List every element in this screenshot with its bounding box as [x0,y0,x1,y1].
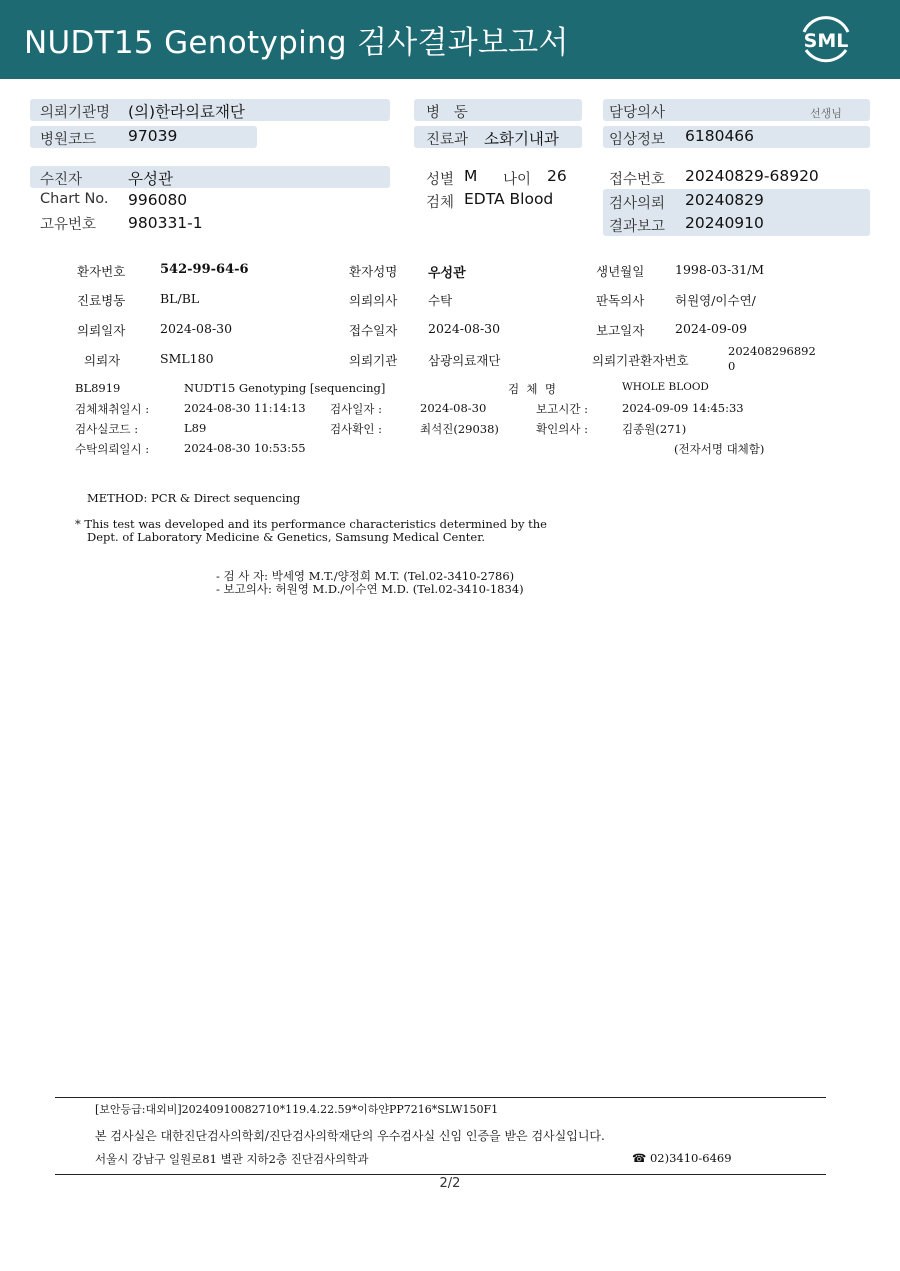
test-specimen: WHOLE BLOOD [622,381,709,393]
requester-label: 의뢰자 [84,353,121,368]
report-time: 2024-09-09 14:45:33 [622,401,744,415]
footer-rule-top [55,1097,826,1098]
code-label: 병원코드 [40,132,97,148]
report-header [0,0,900,79]
pt-no-label: 환자번호 [77,264,126,279]
doctor-suffix: 선생님 [810,107,842,120]
clinical-value: 6180466 [685,127,755,145]
requester: SML180 [160,351,214,366]
address-line: 서울시 강남구 일원로81 별관 지하2층 진단검사의학과 [95,1152,369,1166]
sex-label: 성별 [426,172,455,188]
req-doc: 수탁 [428,293,453,308]
test-code: BL8919 [75,381,121,395]
doctor-label: 담당의사 [609,105,666,121]
footer-rule-bottom [55,1174,826,1175]
staff-line-1: - 검 사 자: 박세영 M.T./양정희 M.T. (Tel.02-3410-2786) [216,569,515,583]
result-label: 결과보고 [609,219,666,235]
collect: 2024-08-30 11:14:13 [184,401,306,415]
logo-text: SML [803,30,849,52]
sml-logo [796,10,856,68]
request-value: 20240829 [685,191,764,209]
specimen-value: EDTA Blood [464,190,554,208]
consign: 2024-08-30 10:53:55 [184,441,306,455]
inst-pt-no-label: 의뢰기관환자번호 [592,353,689,368]
dob-label: 생년월일 [596,264,645,279]
confirm-label: 검사확인 : [330,422,382,436]
ward-label: 병 동 [426,105,468,121]
request-label: 검사의뢰 [609,196,666,212]
inst-label: 의뢰기관명 [40,105,111,121]
age-label: 나이 [503,172,532,188]
patient-value: 우성관 [128,170,173,188]
age-value: 26 [547,167,567,185]
test-name: NUDT15 Genotyping [sequencing] [184,381,386,395]
specimen-label: 검체 [426,195,455,211]
uid-value: 980331-1 [128,214,203,232]
req-inst: 삼광의료재단 [428,353,501,368]
note-line-1: * This test was developed and its performance characteristics determined by the [75,517,547,531]
method-line: METHOD: PCR & Direct sequencing [87,491,301,505]
test-date: 2024-08-30 [420,401,487,415]
patient-label: 수진자 [40,172,83,188]
receipt-label: 접수번호 [609,172,666,188]
band-patient [30,166,390,188]
test-date-label: 검사일자 : [330,402,382,416]
consign-label: 수탁의뢰일시 : [75,442,150,456]
inst-pt-no-1: 202408296892 [728,344,816,358]
confirm: 최석진(29038) [420,422,499,436]
collect-label: 검체채취일시 : [75,402,150,416]
pt-name: 우성관 [428,266,466,281]
sex-value: M [464,167,478,185]
security-line: [보안등급:대외비]20240910082710*119.4.22.59*이하얀PP7216*SLW150F1 [95,1103,499,1116]
inst-pt-no-2: 0 [728,359,736,373]
ward: BL/BL [160,291,200,306]
inst-value: (의)한라의료재단 [128,103,245,121]
phone-line: ☎ 02)3410-6469 [632,1151,732,1165]
staff-line-2: - 보고의사: 허원영 M.D./이수연 M.D. (Tel.02-3410-1834) [216,582,524,596]
uid-label: 고유번호 [40,217,97,233]
reader: 허원영/이수연/ [675,293,756,308]
ward-label-2: 진료병동 [77,293,126,308]
reader-label: 판독의사 [596,293,645,308]
req-date-label: 의뢰일자 [77,323,126,338]
clinical-label: 임상정보 [609,132,666,148]
note-line-2: Dept. of Laboratory Medicine & Genetics, Samsung Medical Center. [87,530,486,544]
dept-label: 진료과 [426,132,469,148]
pt-name-label: 환자성명 [349,264,398,279]
rpt-date-label: 보고일자 [596,323,645,338]
page-number: 2/2 [439,1176,461,1191]
code-value: 97039 [128,127,178,145]
esign-note: (전자서명 대체함) [674,442,765,456]
req-date: 2024-08-30 [160,321,233,336]
dept-value: 소화기내과 [484,130,559,148]
test-specimen-label: 검 체 명 [508,382,556,396]
req-doc-label: 의뢰의사 [349,293,398,308]
chart-label: Chart No. [40,191,109,207]
rpt-date: 2024-09-09 [675,321,748,336]
result-value: 20240910 [685,214,764,232]
confirm-doc: 김종원(271) [622,422,687,436]
chart-value: 996080 [128,191,188,209]
report-time-label: 보고시간 : [536,402,588,416]
req-inst-label: 의뢰기관 [349,353,398,368]
confirm-doc-label: 확인의사 : [536,422,588,436]
report-title: NUDT15 Genotyping 검사결과보고서 [24,25,569,61]
cert-line: 본 검사실은 대한진단검사의학회/진단검사의학재단의 우수검사실 신임 인증을 받은 검사실입니다. [95,1129,605,1143]
dob: 1998-03-31/M [675,262,765,277]
rcv-date-label: 접수일자 [349,323,398,338]
lab-code-label: 검사실코드 : [75,422,139,436]
rcv-date: 2024-08-30 [428,321,501,336]
pt-no: 542-99-64-6 [160,262,249,277]
receipt-value: 20240829-68920 [685,167,819,185]
lab-code: L89 [184,421,207,435]
